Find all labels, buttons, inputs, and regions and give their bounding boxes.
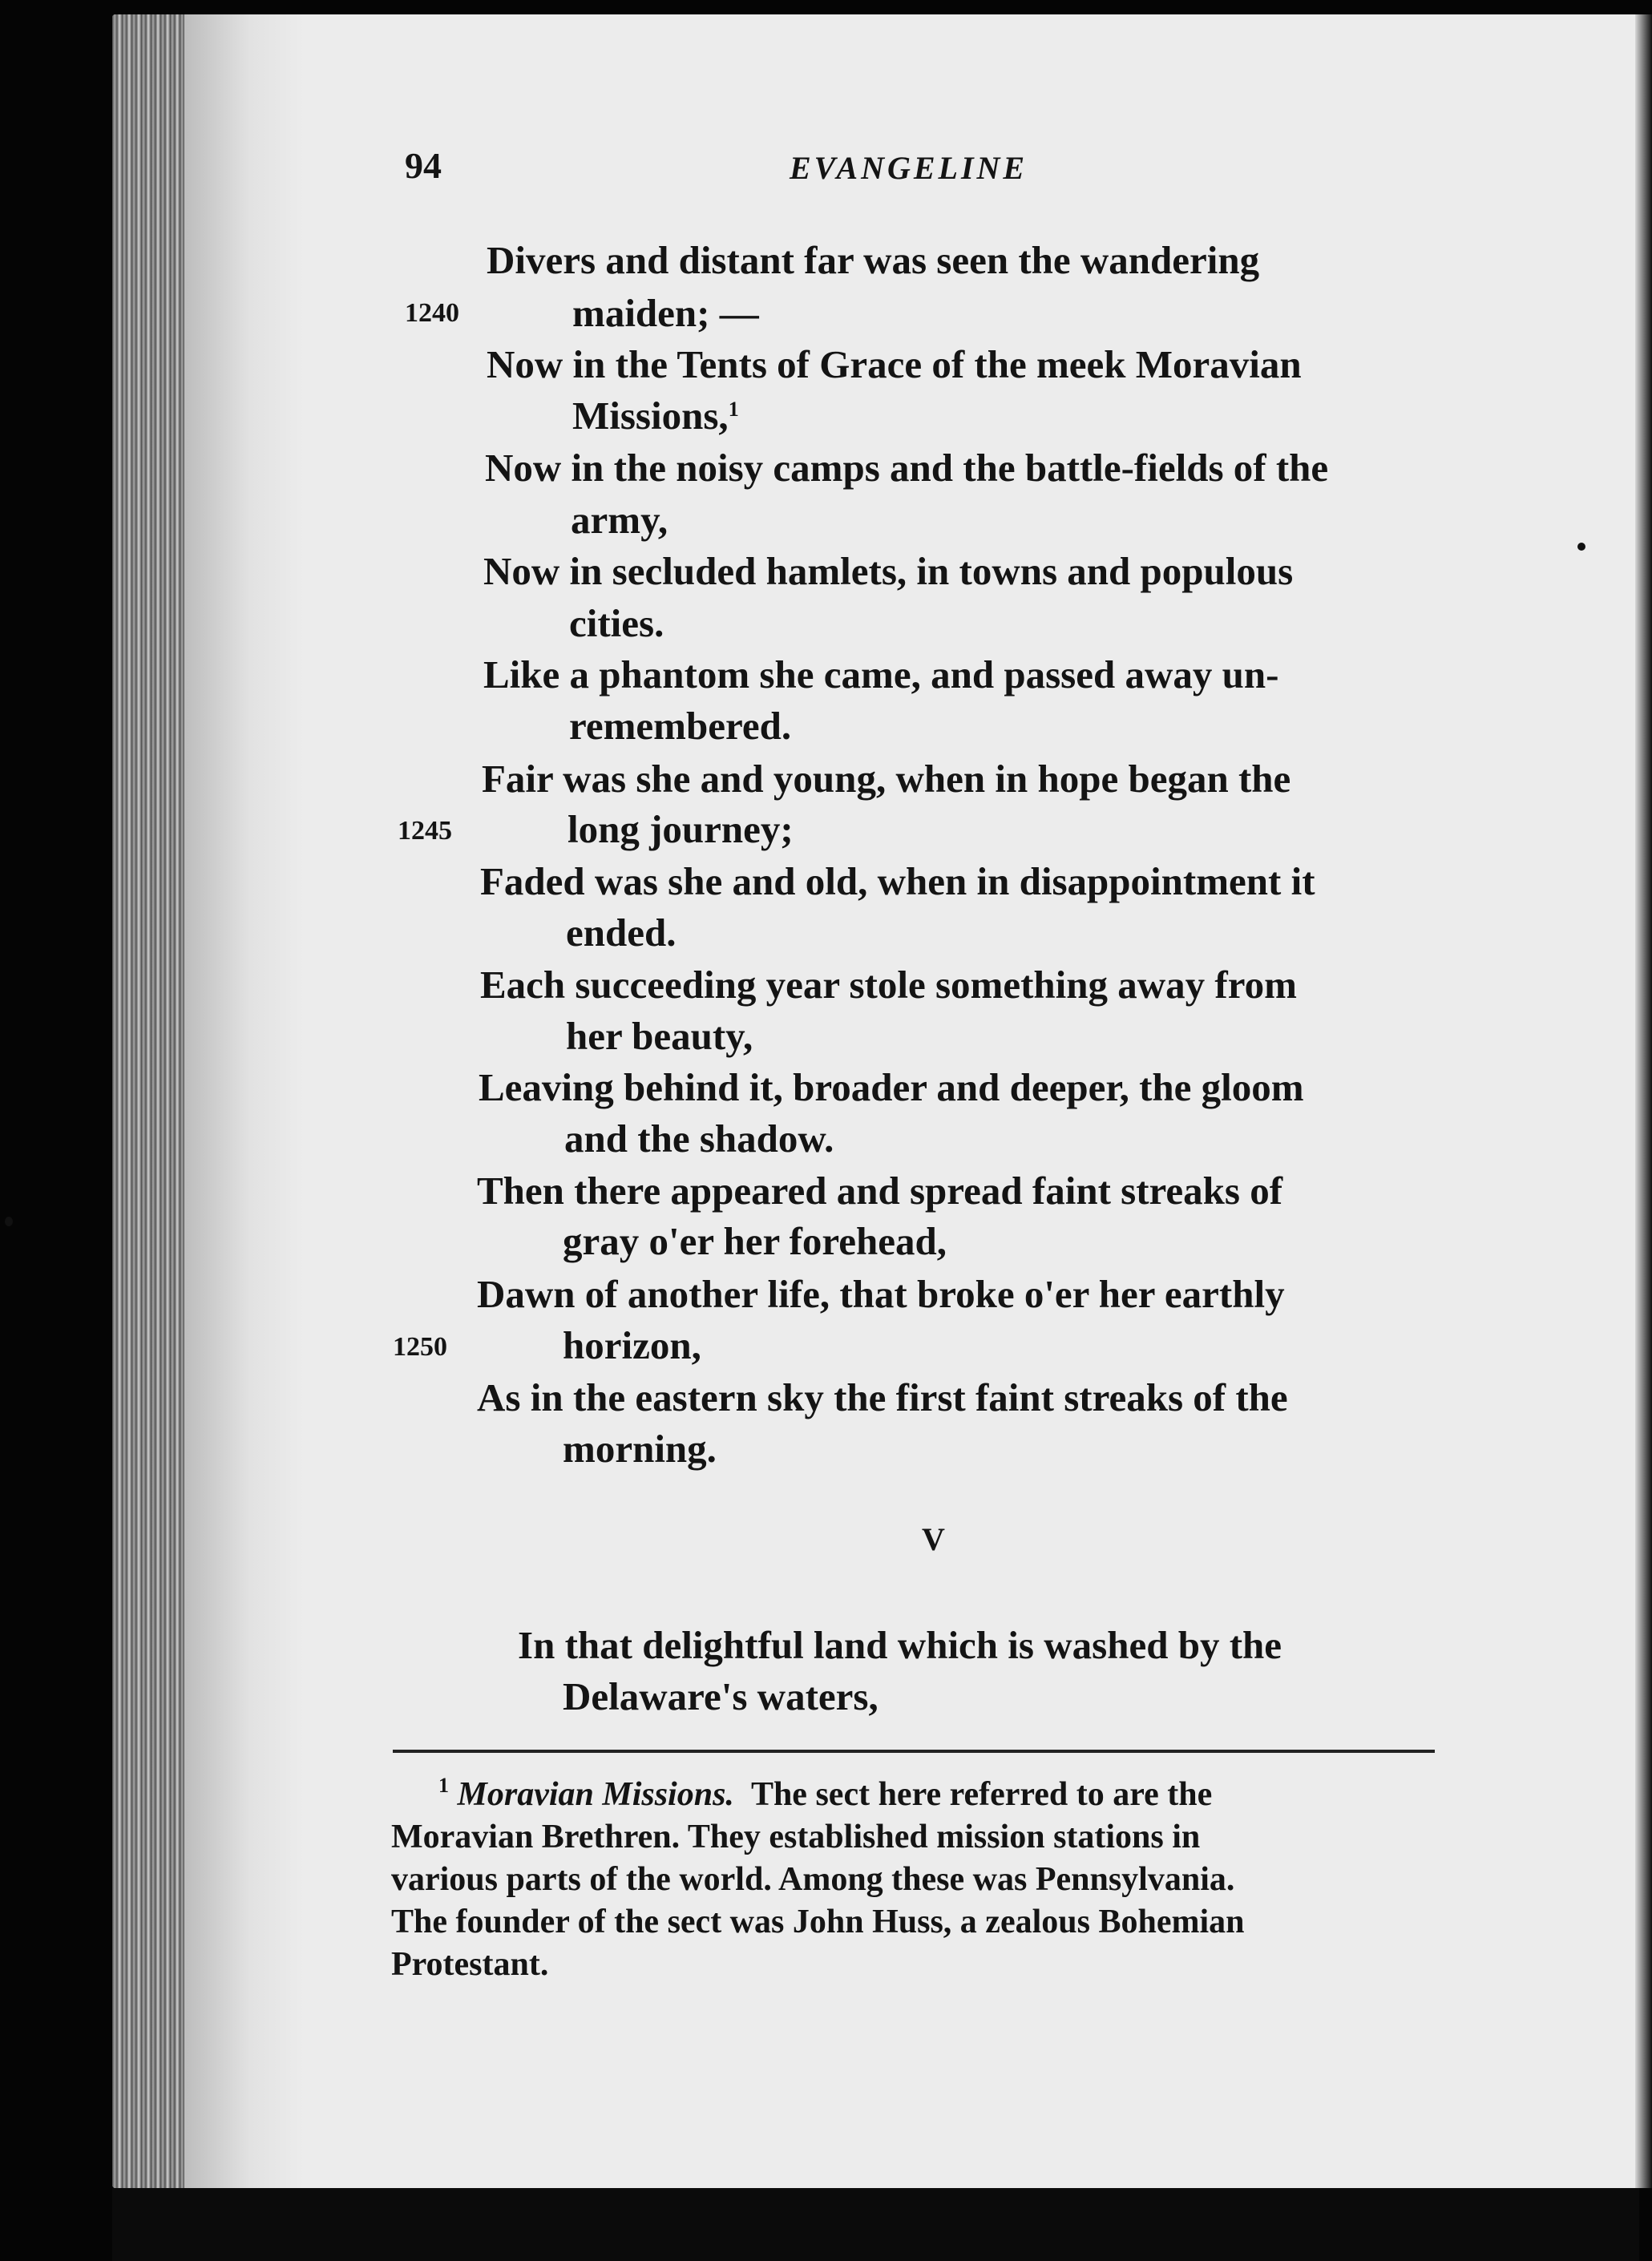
- spine-shadow: [184, 14, 305, 2188]
- poem-line: Fair was she and young, when in hope began the: [482, 757, 1291, 801]
- poem-line: Like a phantom she came, and passed away un-: [483, 652, 1279, 696]
- right-page-edge: [1635, 14, 1652, 2188]
- dust-speck: [5, 1217, 13, 1226]
- poem-line: Leaving behind it, broader and deeper, the gloom: [479, 1065, 1304, 1109]
- section-heading: V: [922, 1521, 945, 1557]
- poem-line: In that delightful land which is washed by the: [518, 1623, 1282, 1667]
- footnote-rule: [393, 1750, 1435, 1753]
- poem-line: ended.: [566, 910, 677, 955]
- poem-line: and the shadow.: [564, 1116, 834, 1161]
- poem-line: cities.: [569, 601, 664, 645]
- poem-line: Each succeeding year stole something away from: [480, 963, 1297, 1007]
- footnote-line: [438, 1775, 1212, 1814]
- footnote-title: Moravian Missions.: [457, 1776, 734, 1813]
- dust-speck: [1577, 543, 1585, 551]
- poem-line: Now in secluded hamlets, in towns and populous: [483, 549, 1294, 593]
- poem-line: Divers and distant far was seen the wandering: [487, 238, 1260, 282]
- poem-line: army,: [571, 498, 668, 542]
- footnote-reference: 1: [728, 398, 739, 421]
- footnote-text: The sect here referred to are the: [750, 1776, 1213, 1813]
- poem-line: [572, 393, 739, 438]
- poem-line: her beauty,: [566, 1014, 753, 1058]
- line-number: 1240: [405, 298, 459, 328]
- poem-line: Dawn of another life, that broke o'er her earthly: [477, 1272, 1285, 1316]
- footnote-line: The founder of the sect was John Huss, a zealous Bohemian: [391, 1904, 1245, 1940]
- poem-line: maiden; —: [572, 291, 759, 335]
- poem-line: morning.: [563, 1427, 717, 1471]
- poem-line: horizon,: [563, 1323, 701, 1367]
- poem-line: long journey;: [567, 807, 794, 851]
- line-number: 1250: [393, 1332, 447, 1362]
- page-number: 94: [405, 145, 442, 186]
- poem-line: Now in the Tents of Grace of the meek Moravian: [487, 342, 1302, 386]
- poem-line: Then there appeared and spread faint streaks of: [477, 1169, 1283, 1213]
- poem-line: gray o'er her forehead,: [563, 1219, 947, 1263]
- poem-line: As in the eastern sky the first faint streaks of the: [477, 1375, 1288, 1419]
- bottom-shadow: [112, 2188, 1639, 2261]
- poem-line: Now in the noisy camps and the battle-fields of the: [485, 446, 1329, 490]
- poem-line: Faded was she and old, when in disappointment it: [480, 859, 1315, 903]
- footnote-marker: 1: [438, 1774, 449, 1797]
- poem-line: Delaware's waters,: [563, 1674, 879, 1718]
- poem-line-text: Missions,: [572, 394, 729, 438]
- page-edge-gutter: [112, 14, 184, 2188]
- footnote-line: Protestant.: [391, 1946, 549, 1983]
- poem-line: remembered.: [569, 704, 792, 748]
- footnote-line: Moravian Brethren. They established mission stations in: [391, 1819, 1201, 1855]
- footnote-line: various parts of the world. Among these was Pennsylvania.: [391, 1861, 1235, 1898]
- running-title: EVANGELINE: [790, 150, 1028, 186]
- line-number: 1245: [398, 816, 452, 846]
